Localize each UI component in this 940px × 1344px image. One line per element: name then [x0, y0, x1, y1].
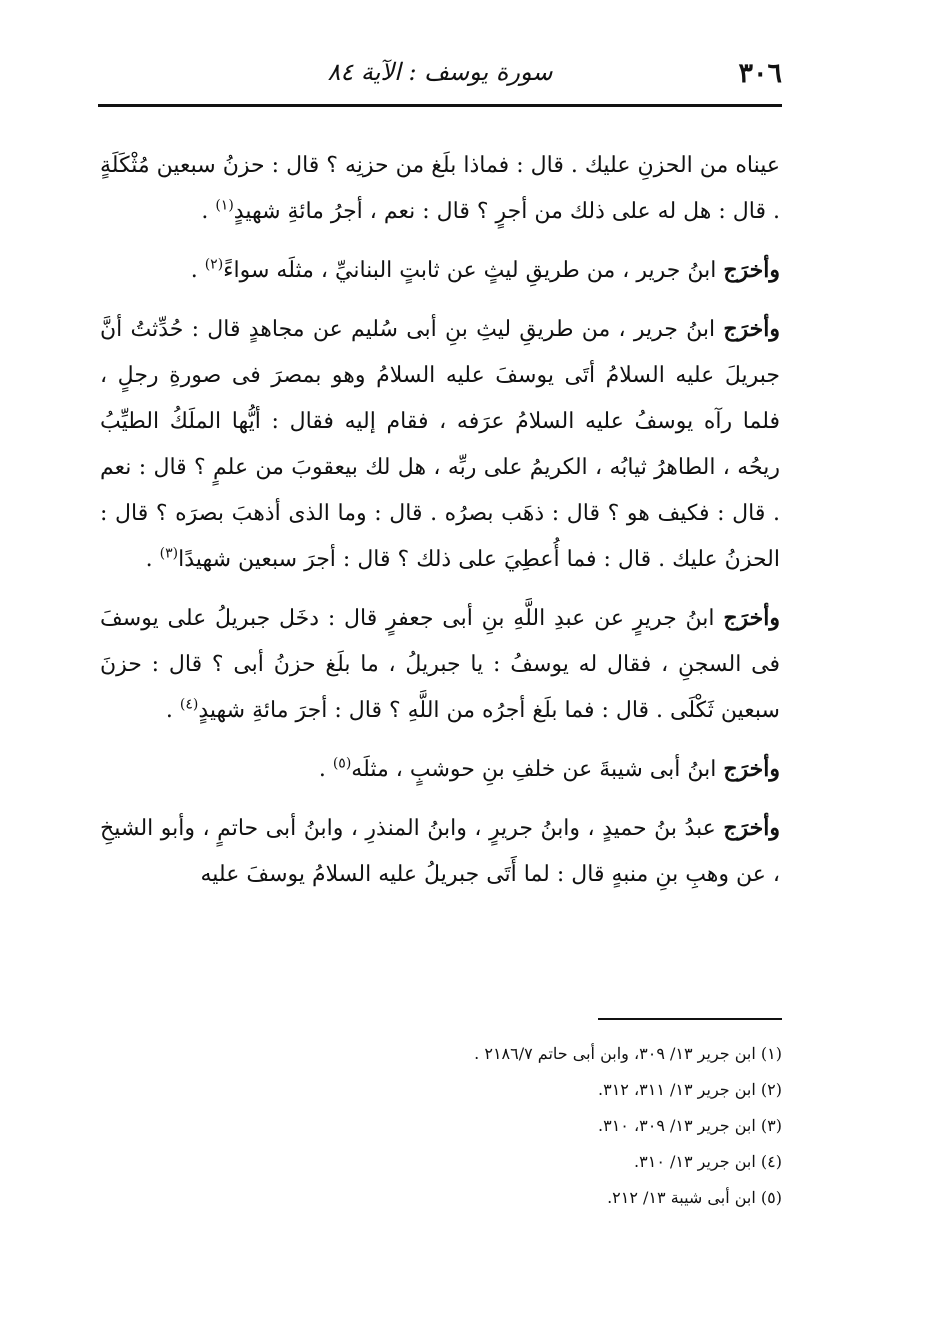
footnote-rule	[598, 1018, 782, 1020]
lead-word: وأخرَج	[723, 316, 780, 342]
paragraph-tail: .	[190, 258, 205, 283]
footnote: (٥) ابن أبى شيبة ١٣/ ٢١٢.	[607, 1188, 782, 1207]
paragraph-tail: .	[201, 199, 216, 224]
paragraph-text: ابنُ جريرٍ عن عبدِ اللَّهِ بنِ أبى جعفرٍ قال : دخَل جبريلُ على يوسفَ فى السجنِ ، فقال له يوسفُ : يا جبريلُ ، ما بلَغ حزنُ أبى ؟ قال : حزنَ سبعين ثَكْلَى . قال : فما بلَغ أجرُه من اللَّهِ ؟ قال : أجرَ مائةِ شهيدٍ	[100, 606, 780, 723]
footnote: (٣) ابن جرير ١٣/ ٣٠٩، ٣١٠.	[598, 1116, 782, 1135]
paragraph-text: عيناه من الحزنِ عليك . قال : فماذا بلَغ من حزنِه ؟ قال : حزنُ سبعين مُثْكَلَةٍ . قال : هل له على ذلك من أجرٍ ؟ قال : نعم ، أجرُ مائةِ شهيدٍ	[100, 153, 780, 224]
paragraph-tail: .	[318, 757, 333, 782]
paragraph-tail: .	[145, 547, 160, 572]
footnote-reference: (٤)	[179, 696, 199, 713]
footnote-reference: (١)	[215, 197, 234, 214]
footnote-reference: (٢)	[204, 256, 224, 273]
paragraph	[100, 805, 780, 898]
page-number: ٣٠٦	[738, 58, 782, 89]
footnote-reference: (٥)	[332, 755, 352, 772]
lead-word: وأخرَج	[723, 756, 780, 782]
paragraph-text: ابنُ أبى شيبةَ عن خلفِ بنِ حوشبٍ ، مثلَه	[351, 757, 724, 782]
main-text	[100, 142, 780, 898]
footnotes	[300, 1036, 782, 1216]
footnote: (١) ابن جرير ١٣/ ٣٠٩، وابن أبى حاتم ٢١٨٦/٧ .	[474, 1044, 782, 1063]
paragraph	[100, 746, 780, 793]
paragraph	[100, 306, 780, 583]
lead-word: وأخرَج	[723, 815, 780, 841]
footnote-reference: (٣)	[159, 545, 179, 562]
lead-word: وأخرَج	[723, 257, 780, 283]
running-title: سورة يوسف : الآية ٨٤	[327, 58, 553, 86]
paragraph	[100, 595, 780, 734]
paragraph-tail: .	[165, 698, 180, 723]
footnote: (٢) ابن جرير ١٣/ ٣١١، ٣١٢.	[598, 1080, 782, 1099]
paragraph-text: ابنُ جرير ، من طريقِ ليثٍ عن ثابتٍ البنانيِّ ، مثلَه سواءً	[223, 258, 724, 283]
paragraph	[100, 142, 780, 235]
lead-word: وأخرَج	[723, 605, 780, 631]
paragraph-text: ابنُ جرير ، من طريقِ ليثِ بنِ أبى سُليم عن مجاهدٍ قال : حُدِّثتُ أنَّ جبريلَ عليه السلامُ أتَى يوسفَ عليه السلامُ وهو بمصرَ فى صورةِ رجلٍ ، فلما رآه يوسفُ عليه السلامُ عرَفه ، فقام إليه فقال : أيُّها الملَكُ الطيِّبُ ريحُه ، الطاهرُ ثيابُه ، الكريمُ على ربِّه ، هل لك بيعقوبَ من علمٍ ؟ قال : نعم . قال : فكيف هو ؟ قال : ذهَب بصرُه . قال : وما الذى أذهبَ بصرَه ؟ قال : الحزنُ عليك . قال : فما أُعطِيَ على ذلك ؟ قال : أجرَ سبعين شهيدًا	[100, 317, 780, 572]
header-rule	[98, 104, 782, 107]
page-header	[98, 50, 782, 102]
paragraph	[100, 247, 780, 294]
paragraph-text: عبدُ بنُ حميدٍ ، وابنُ جريرٍ ، وابنُ المنذرِ ، وابنُ أبى حاتمٍ ، وأبو الشيخِ ، عن وهبِ بنِ منبهٍ قال : لما أَتَى جبريلُ عليه السلامُ يوسفَ عليه	[100, 816, 780, 887]
footnote: (٤) ابن جرير ١٣/ ٣١٠.	[634, 1152, 782, 1171]
